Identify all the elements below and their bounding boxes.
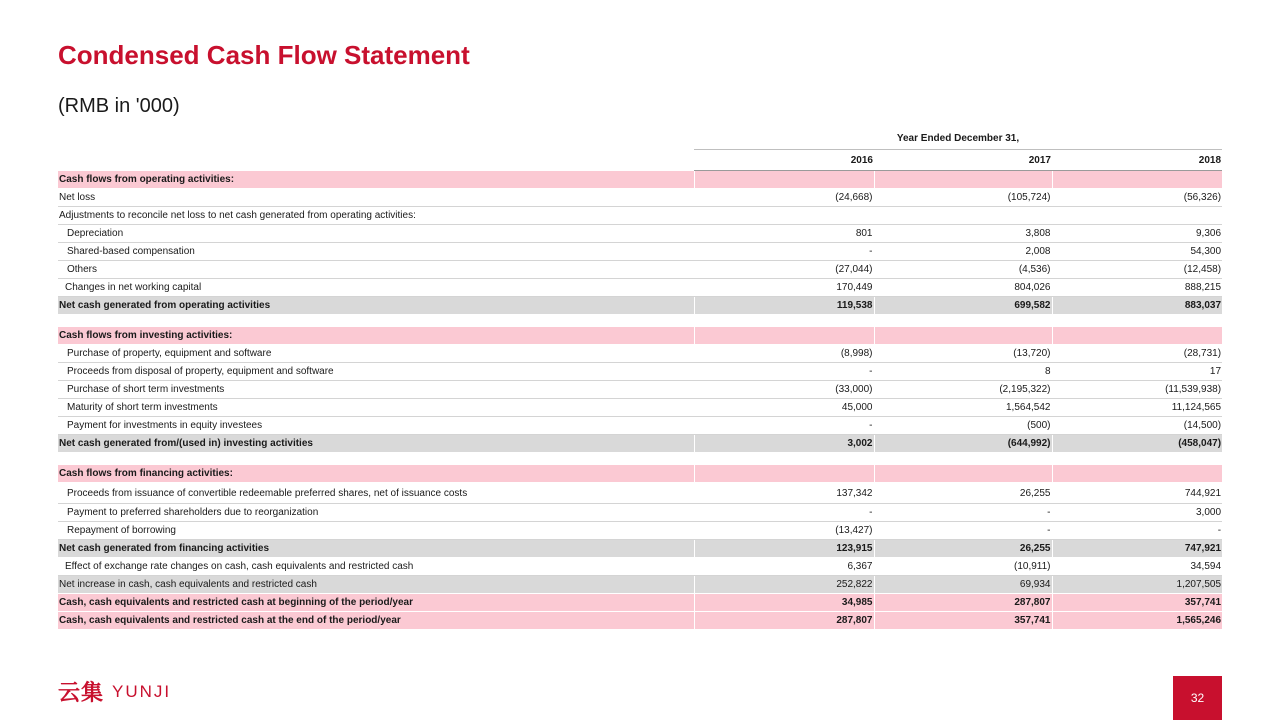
value-2018: - xyxy=(1052,522,1222,540)
value-2018: 747,921 xyxy=(1052,540,1222,558)
value-2016 xyxy=(694,465,874,483)
value-2017: (10,911) xyxy=(874,558,1052,576)
value-2016: 252,822 xyxy=(694,576,874,594)
section-header-financing xyxy=(58,465,1222,483)
table-row-preferred-shares-proceeds xyxy=(58,483,1222,504)
total-row-financing xyxy=(58,540,1222,558)
value-2018: 744,921 xyxy=(1052,483,1222,504)
page-title: Condensed Cash Flow Statement xyxy=(58,40,470,70)
year-ended-header: Year Ended December 31, xyxy=(694,127,1222,150)
value-2016: - xyxy=(694,504,874,522)
value-2016: 287,807 xyxy=(694,612,874,630)
row-label: Others xyxy=(58,261,694,279)
value-2018 xyxy=(1052,171,1222,189)
row-label: Cash flows from financing activities: xyxy=(58,465,694,483)
value-2017: 26,255 xyxy=(874,540,1052,558)
section-header-investing xyxy=(58,327,1222,345)
table-row-exchange-rate-effect xyxy=(58,558,1222,576)
value-2016 xyxy=(694,207,874,225)
value-2016: 6,367 xyxy=(694,558,874,576)
row-label: Maturity of short term investments xyxy=(58,399,694,417)
value-2017 xyxy=(874,171,1052,189)
table-row-net-loss xyxy=(58,189,1222,207)
table-row-others xyxy=(58,261,1222,279)
value-2016: (24,668) xyxy=(694,189,874,207)
value-2016: (8,998) xyxy=(694,345,874,363)
header-row-period xyxy=(58,127,1222,150)
row-label: Proceeds from issuance of convertible redeemable preferred shares, net of issuance costs xyxy=(58,483,694,504)
section-header-operating xyxy=(58,171,1222,189)
value-2017: 3,808 xyxy=(874,225,1052,243)
value-2016: 170,449 xyxy=(694,279,874,297)
row-label: Cash, cash equivalents and restricted cash at beginning of the period/year xyxy=(58,594,694,612)
table-row-preferred-payment xyxy=(58,504,1222,522)
value-2016: (27,044) xyxy=(694,261,874,279)
value-2018: 357,741 xyxy=(1052,594,1222,612)
value-2017: 1,564,542 xyxy=(874,399,1052,417)
value-2016: 801 xyxy=(694,225,874,243)
row-label: Purchase of short term investments xyxy=(58,381,694,399)
value-2018: (11,539,938) xyxy=(1052,381,1222,399)
value-2018: 34,594 xyxy=(1052,558,1222,576)
value-2017: 287,807 xyxy=(874,594,1052,612)
value-2017 xyxy=(874,465,1052,483)
value-2018 xyxy=(1052,465,1222,483)
row-label: Purchase of property, equipment and software xyxy=(58,345,694,363)
year-header-2016: 2016 xyxy=(694,150,874,171)
value-2017: - xyxy=(874,522,1052,540)
row-label: Proceeds from disposal of property, equipment and software xyxy=(58,363,694,381)
logo-english-text: YUNJI xyxy=(112,681,172,701)
spacer-row xyxy=(58,315,1222,328)
table-row-working-capital xyxy=(58,279,1222,297)
value-2018: (14,500) xyxy=(1052,417,1222,435)
table-row-cash-end xyxy=(58,612,1222,630)
row-label: Changes in net working capital xyxy=(58,279,694,297)
row-label: Net increase in cash, cash equivalents and restricted cash xyxy=(58,576,694,594)
row-label: Adjustments to reconcile net loss to net cash generated from operating activities: xyxy=(58,207,694,225)
value-2017: (13,720) xyxy=(874,345,1052,363)
row-label: Payment to preferred shareholders due to reorganization xyxy=(58,504,694,522)
year-header-2018: 2018 xyxy=(1052,150,1222,171)
value-2018 xyxy=(1052,207,1222,225)
header-blank-cell xyxy=(58,127,694,150)
value-2016: - xyxy=(694,243,874,261)
row-label: Shared-based compensation xyxy=(58,243,694,261)
value-2017: 804,026 xyxy=(874,279,1052,297)
table-row-cash-beginning xyxy=(58,594,1222,612)
value-2018 xyxy=(1052,327,1222,345)
cash-flow-table xyxy=(58,127,1222,630)
table-row-equity-investees xyxy=(58,417,1222,435)
row-label: Effect of exchange rate changes on cash, cash equivalents and restricted cash xyxy=(58,558,694,576)
value-2018: 888,215 xyxy=(1052,279,1222,297)
row-label: Depreciation xyxy=(58,225,694,243)
row-label: Net cash generated from operating activities xyxy=(58,297,694,315)
value-2016: 119,538 xyxy=(694,297,874,315)
value-2016 xyxy=(694,327,874,345)
value-2016: - xyxy=(694,363,874,381)
value-2016: (13,427) xyxy=(694,522,874,540)
value-2016: 3,002 xyxy=(694,435,874,453)
value-2018: (12,458) xyxy=(1052,261,1222,279)
value-2017: (644,992) xyxy=(874,435,1052,453)
value-2017: 26,255 xyxy=(874,483,1052,504)
value-2016: 137,342 xyxy=(694,483,874,504)
value-2017: 69,934 xyxy=(874,576,1052,594)
row-label: Net loss xyxy=(58,189,694,207)
table-row-purchase-short-term xyxy=(58,381,1222,399)
value-2017: 8 xyxy=(874,363,1052,381)
total-row-investing xyxy=(58,435,1222,453)
value-2017: 2,008 xyxy=(874,243,1052,261)
value-2018: 17 xyxy=(1052,363,1222,381)
logo-chinese-text: 云集 xyxy=(58,681,105,706)
year-header-2017: 2017 xyxy=(874,150,1052,171)
spacer-row xyxy=(58,453,1222,466)
value-2017: (4,536) xyxy=(874,261,1052,279)
value-2018: 883,037 xyxy=(1052,297,1222,315)
row-label: Net cash generated from/(used in) investing activities xyxy=(58,435,694,453)
table-row-purchase-ppe xyxy=(58,345,1222,363)
header-row-years xyxy=(58,150,1222,171)
value-2018: 3,000 xyxy=(1052,504,1222,522)
value-2017 xyxy=(874,327,1052,345)
yunji-logo xyxy=(58,676,171,707)
value-2018: 1,565,246 xyxy=(1052,612,1222,630)
value-2017: (2,195,322) xyxy=(874,381,1052,399)
table-row-repayment-borrowing xyxy=(58,522,1222,540)
value-2017: (500) xyxy=(874,417,1052,435)
table-row-net-increase xyxy=(58,576,1222,594)
total-row-operating xyxy=(58,297,1222,315)
row-label: Cash flows from operating activities: xyxy=(58,171,694,189)
value-2018: (458,047) xyxy=(1052,435,1222,453)
value-2017: (105,724) xyxy=(874,189,1052,207)
value-2016: 45,000 xyxy=(694,399,874,417)
value-2018: (56,326) xyxy=(1052,189,1222,207)
value-2016: (33,000) xyxy=(694,381,874,399)
currency-unit-subtitle: (RMB in '000) xyxy=(58,95,180,117)
table-row-maturity-short-term xyxy=(58,399,1222,417)
value-2016: 34,985 xyxy=(694,594,874,612)
table-row-depreciation xyxy=(58,225,1222,243)
row-label: Payment for investments in equity investees xyxy=(58,417,694,435)
value-2016: - xyxy=(694,417,874,435)
value-2016: 123,915 xyxy=(694,540,874,558)
row-label: Net cash generated from financing activities xyxy=(58,540,694,558)
value-2017: 699,582 xyxy=(874,297,1052,315)
header-blank-cell xyxy=(58,150,694,171)
value-2017 xyxy=(874,207,1052,225)
value-2018: 9,306 xyxy=(1052,225,1222,243)
value-2018: (28,731) xyxy=(1052,345,1222,363)
row-label: Cash flows from investing activities: xyxy=(58,327,694,345)
table-row-disposal-ppe xyxy=(58,363,1222,381)
page-number-badge: 32 xyxy=(1173,676,1222,720)
table-row-adjustments xyxy=(58,207,1222,225)
value-2017: - xyxy=(874,504,1052,522)
cash-flow-table-container xyxy=(58,127,1222,630)
value-2016 xyxy=(694,171,874,189)
value-2018: 11,124,565 xyxy=(1052,399,1222,417)
value-2018: 54,300 xyxy=(1052,243,1222,261)
value-2018: 1,207,505 xyxy=(1052,576,1222,594)
row-label: Cash, cash equivalents and restricted cash at the end of the period/year xyxy=(58,612,694,630)
value-2017: 357,741 xyxy=(874,612,1052,630)
table-row-share-based-compensation xyxy=(58,243,1222,261)
row-label: Repayment of borrowing xyxy=(58,522,694,540)
